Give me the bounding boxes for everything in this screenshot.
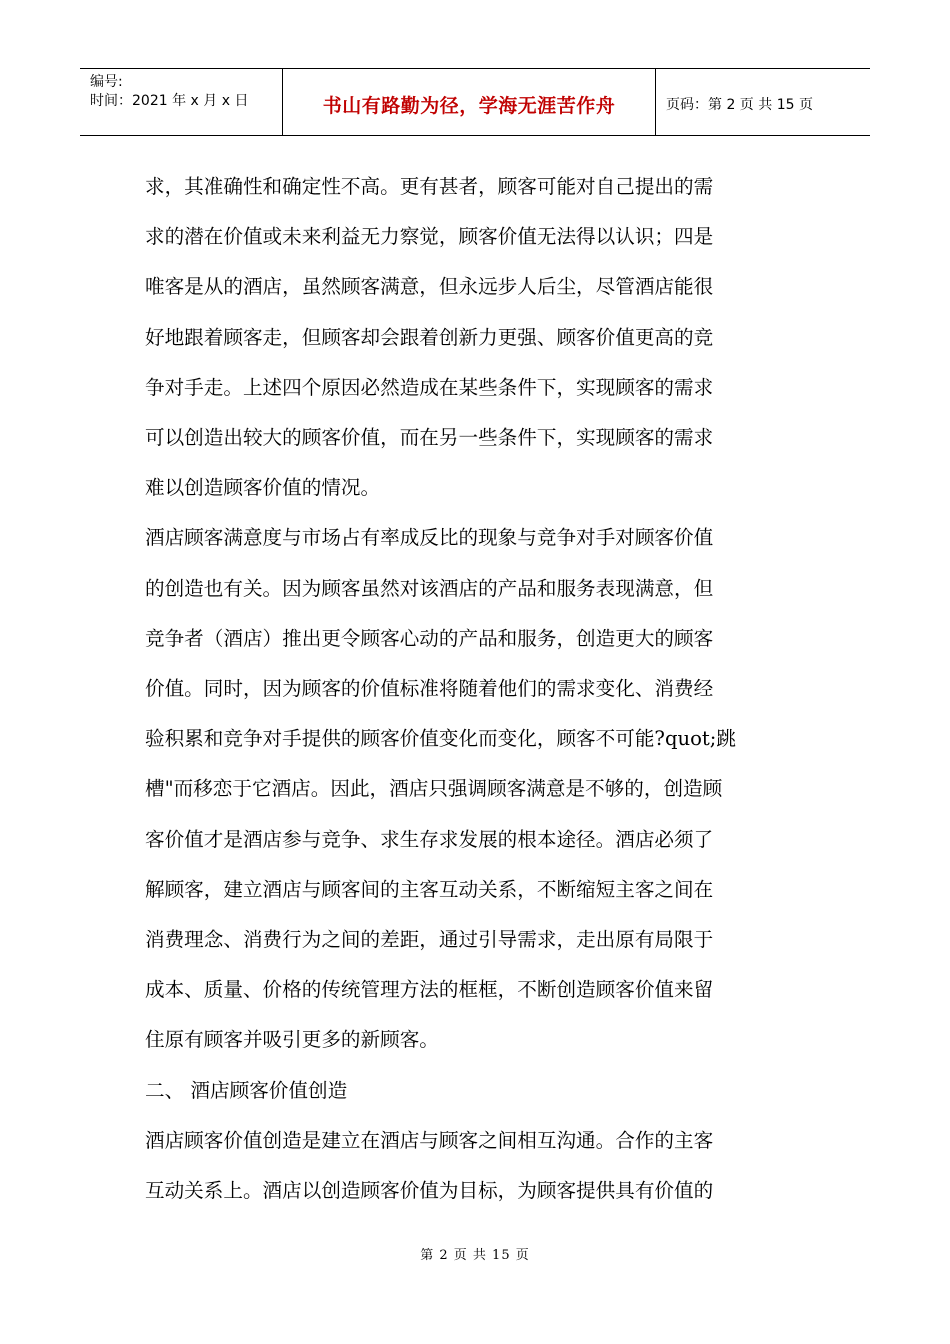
page-footer — [0, 1244, 950, 1263]
text-line: 槽"而移恋于它酒店。因此，酒店只强调顾客满意是不够的，创造顾 — [145, 777, 723, 801]
text-line: 争对手走。上述四个原因必然造成在某些条件下，实现顾客的需求 — [145, 375, 714, 399]
text-line: 解顾客，建立酒店与顾客间的主客互动关系，不断缩短主客之间在 — [145, 877, 714, 901]
text-line: 客价值才是酒店参与竞争、求生存求发展的根本途径。酒店必须了 — [145, 827, 714, 851]
text-line: 唯客是从的酒店，虽然顾客满意，但永远步人后尘，尽管酒店能很 — [145, 275, 714, 299]
text-line: 互动关系上。酒店以创造顾客价值为目标，为顾客提供具有价值的 — [145, 1179, 714, 1203]
text-line: 好地跟着顾客走，但顾客却会跟着创新力更强、顾客价值更高的竞 — [145, 325, 714, 349]
text-line: 酒店顾客价值创造是建立在酒店与顾客之间相互沟通。合作的主客 — [145, 1128, 714, 1152]
text-line: 酒店顾客满意度与市场占有率成反比的现象与竞争对手对顾客价值 — [145, 526, 714, 550]
text-line: 的创造也有关。因为顾客虽然对该酒店的产品和服务表现满意，但 — [145, 576, 714, 600]
text-line: 成本、质量、价格的传统管理方法的框框，不断创造顾客价值来留 — [145, 978, 714, 1002]
text-line: 价值。同时，因为顾客的价值标准将随着他们的需求变化、消费经 — [145, 677, 714, 701]
footer-page-number: 第 2 页 共 15 页 — [420, 1248, 530, 1263]
text-line: 验积累和竞争对手提供的顾客价值变化而变化，顾客不可能?quot;跳 — [145, 727, 736, 751]
header-meta-cell — [80, 69, 283, 135]
time-label: 时间：2021 年 x 月 x 日 — [90, 93, 249, 109]
page-header — [80, 68, 870, 136]
text-line: 竞争者（酒店）推出更令顾客心动的产品和服务，创造更大的顾客 — [145, 626, 714, 650]
text-line: 难以创造顾客价值的情况。 — [145, 476, 381, 500]
header-page-cell — [656, 71, 870, 137]
motto-text: 书山有路勤为径，学海无涯苦作舟 — [322, 94, 616, 117]
text-line: 消费理念、消费行为之间的差距，通过引导需求，走出原有局限于 — [145, 928, 714, 952]
section-heading: 二、 酒店顾客价值创造 — [145, 1078, 348, 1102]
page-info: 页码：第 2 页 共 15 页 — [666, 97, 813, 113]
text-line: 求的潜在价值或未来利益无力察觉，顾客价值无法得以认识；四是 — [145, 225, 714, 249]
number-label: 编号: — [90, 74, 123, 90]
text-line: 求，其准确性和确定性不高。更有甚者，顾客可能对自己提出的需 — [145, 175, 714, 198]
body-text — [145, 162, 810, 1216]
text-line: 可以创造出较大的顾客价值，而在另一些条件下，实现顾客的需求 — [145, 426, 714, 450]
header-motto-cell — [283, 69, 656, 135]
text-line: 住原有顾客并吸引更多的新顾客。 — [145, 1028, 439, 1052]
